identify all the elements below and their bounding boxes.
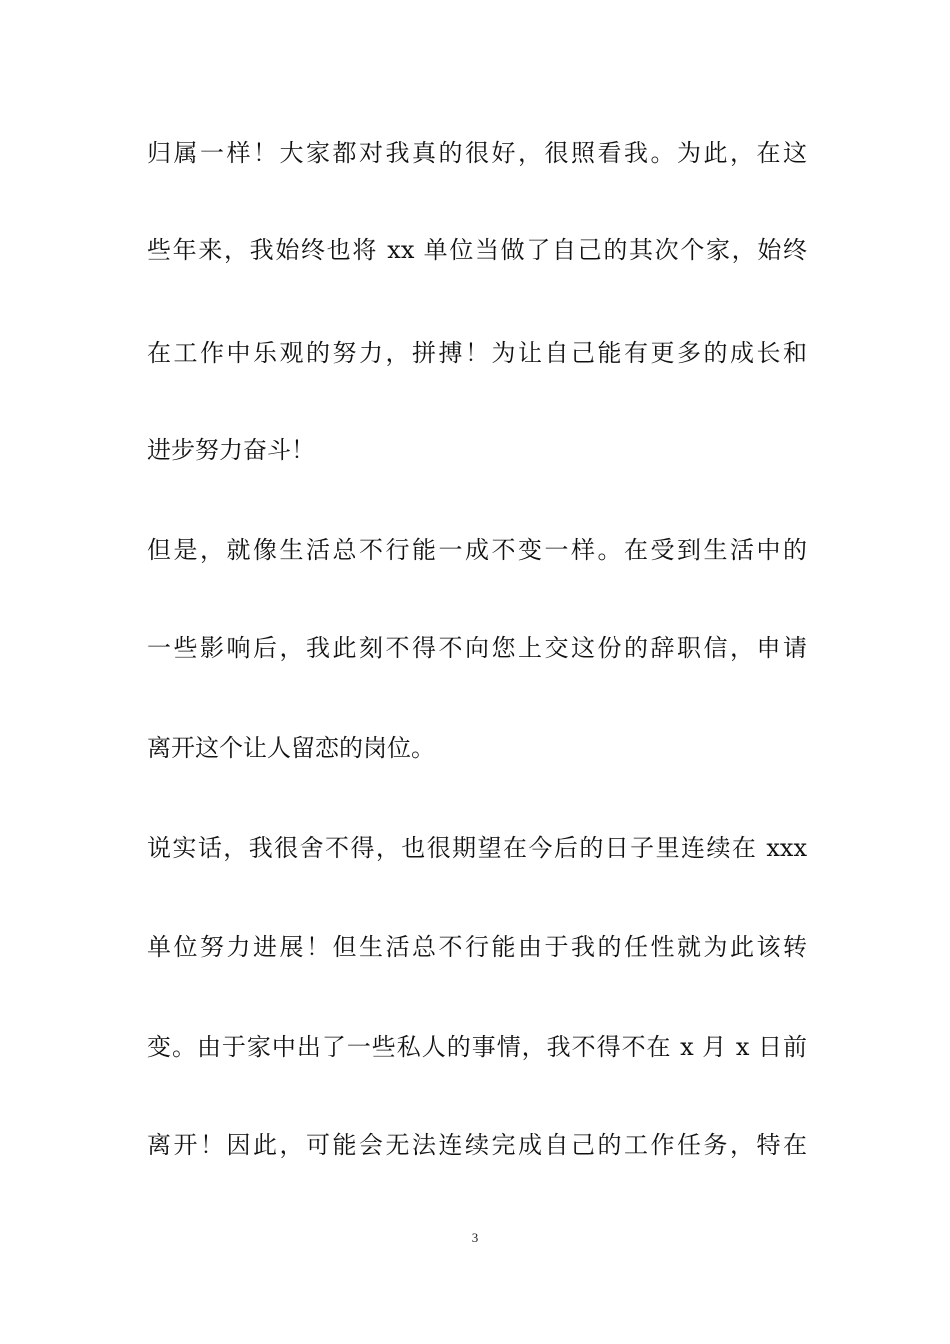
text-line: 离开！因此，可能会无法连续完成自己的工作任务，特在	[147, 1131, 807, 1159]
text-line: 单位努力进展！但生活总不行能由于我的任性就为此该转	[147, 933, 807, 961]
text-line: 进步努力奋斗！	[147, 436, 315, 464]
text-line: 离开这个让人留恋的岗位。	[147, 734, 435, 762]
page-number: 3	[471, 1230, 479, 1245]
text-line: 变。由于家中出了一些私人的事情，我不得不在 x 月 x 日前	[147, 1033, 807, 1061]
text-line: 说实话，我很舍不得，也很期望在今后的日子里连续在 xxx	[147, 834, 807, 862]
text-line: 些年来，我始终也将 xx 单位当做了自己的其次个家，始终	[147, 236, 807, 264]
text-line: 归属一样！大家都对我真的很好，很照看我。为此，在这	[147, 139, 807, 167]
text-line: 一些影响后，我此刻不得不向您上交这份的辞职信，申请	[147, 634, 807, 662]
text-line: 但是，就像生活总不行能一成不变一样。在受到生活中的	[147, 536, 807, 564]
text-line: 在工作中乐观的努力，拼搏！为让自己能有更多的成长和	[147, 339, 807, 367]
